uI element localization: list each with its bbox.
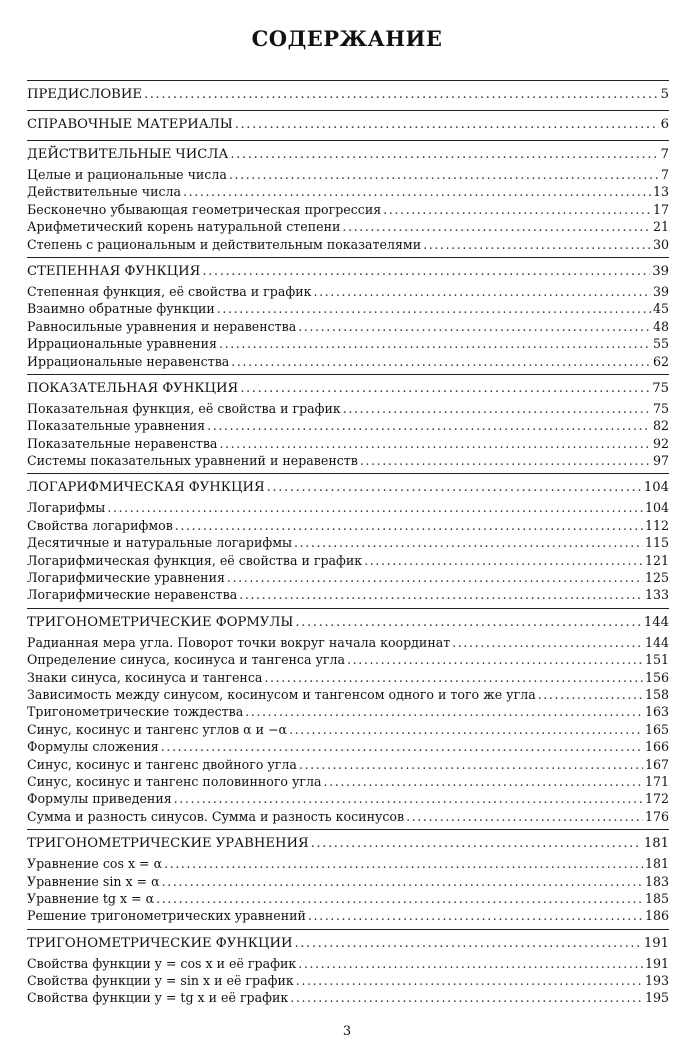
entry-page: 39 <box>652 283 669 299</box>
entry-page: 62 <box>652 353 669 369</box>
section-title: СПРАВОЧНЫЕ МАТЕРИАЛЫ <box>27 117 233 132</box>
leader-dots <box>231 353 651 370</box>
entry-title: Свойства функции y = sin x и её график <box>27 973 294 989</box>
entry-title: Взаимно обратные функции <box>27 301 215 317</box>
toc-section <box>27 110 669 140</box>
entry-title: Свойства функции y = cos x и её график <box>27 955 297 971</box>
entry-page: 133 <box>644 587 669 603</box>
entry-title: Радианная мера угла. Поворот точки вокруг начала координат <box>27 634 451 650</box>
entry-title: Показательные неравенства <box>27 435 218 451</box>
entry-title: Решение тригонометрических уравнений <box>27 908 306 924</box>
entry-page: 21 <box>652 219 669 235</box>
entry-title: Показательная функция, её свойства и график <box>27 400 341 416</box>
leader-dots <box>239 586 643 603</box>
toc-entry[interactable] <box>27 586 669 603</box>
toc-section <box>27 829 669 929</box>
leader-dots <box>164 855 643 872</box>
entry-title: Арифметический корень натуральной степени <box>27 219 341 235</box>
entry-page: 191 <box>644 955 669 971</box>
toc-entry[interactable] <box>27 353 669 370</box>
leader-dots <box>207 417 651 434</box>
entry-page: 167 <box>644 756 669 772</box>
toc-section <box>27 140 669 257</box>
leader-dots <box>144 84 659 106</box>
section-page: 7 <box>660 147 669 162</box>
leader-dots <box>245 703 643 720</box>
entry-page: 104 <box>644 500 669 516</box>
entry-page: 186 <box>644 908 669 924</box>
toc-entry[interactable] <box>27 773 669 790</box>
entry-title: Степенная функция, её свойства и график <box>27 283 312 299</box>
table-of-contents <box>27 80 669 1011</box>
leader-dots <box>202 261 650 283</box>
leader-dots <box>324 773 643 790</box>
entry-title: Формулы сложения <box>27 739 159 755</box>
entry-page: 112 <box>644 517 669 533</box>
leader-dots <box>183 183 651 200</box>
leader-dots <box>230 144 658 166</box>
leader-dots <box>298 318 651 335</box>
leader-dots <box>219 435 651 452</box>
entry-page: 166 <box>644 739 669 755</box>
toc-entry[interactable] <box>27 651 669 668</box>
toc-entry[interactable] <box>27 218 669 235</box>
leader-dots <box>219 335 651 352</box>
toc-entry[interactable] <box>27 283 669 300</box>
leader-dots <box>227 569 643 586</box>
toc-entry[interactable] <box>27 300 669 317</box>
toc-section-heading[interactable] <box>27 81 669 106</box>
entry-page: 115 <box>644 535 669 551</box>
entry-page: 163 <box>644 704 669 720</box>
page-title: СОДЕРЖАНИЕ <box>251 26 443 51</box>
entry-page: 48 <box>652 318 669 334</box>
entry-title: Системы показательных уравнений и неравенств <box>27 453 358 469</box>
section-page: 5 <box>660 87 669 102</box>
section-title: ЛОГАРИФМИЧЕСКАЯ ФУНКЦИЯ <box>27 480 265 496</box>
entry-title: Формулы приведения <box>27 791 172 807</box>
entry-title: Свойства функции y = tg x и её график <box>27 990 289 1006</box>
toc-section-heading[interactable] <box>27 609 669 634</box>
entry-page: 144 <box>644 634 669 650</box>
leader-dots <box>342 218 651 235</box>
entry-title: Тригонометрические тождества <box>27 704 244 720</box>
entry-title: Иррациональные уравнения <box>27 336 217 352</box>
section-title: ТРИГОНОМЕТРИЧЕСКИЕ УРАВНЕНИЯ <box>27 836 309 852</box>
entry-title: Целые и рациональные числа <box>27 167 227 182</box>
leader-dots <box>360 452 651 469</box>
leader-dots <box>217 300 651 317</box>
section-page: 144 <box>643 614 669 630</box>
section-title: ДЕЙСТВИТЕЛЬНЫЕ ЧИСЛА <box>27 147 229 162</box>
toc-entry[interactable] <box>27 721 669 738</box>
entry-title: Уравнение sin x = α <box>27 873 160 889</box>
entry-title: Уравнение cos x = α <box>27 856 163 872</box>
leader-dots <box>161 738 643 755</box>
toc-entry[interactable] <box>27 400 669 417</box>
entry-page: 195 <box>644 990 669 1006</box>
toc-entry[interactable] <box>27 686 669 703</box>
entry-page: 193 <box>644 973 669 989</box>
leader-dots <box>235 114 659 136</box>
toc-section-heading[interactable] <box>27 375 669 400</box>
entry-page: 165 <box>644 721 669 737</box>
entry-page: 55 <box>652 336 669 352</box>
toc-entry[interactable] <box>27 318 669 335</box>
toc-entry[interactable] <box>27 517 669 534</box>
entry-title: Свойства логарифмов <box>27 517 173 533</box>
section-page: 39 <box>652 263 669 279</box>
section-title: ТРИГОНОМЕТРИЧЕСКИЕ ФОРМУЛЫ <box>27 614 294 630</box>
toc-entry[interactable] <box>27 166 669 183</box>
toc-entry[interactable] <box>27 738 669 755</box>
entry-page: 172 <box>644 791 669 807</box>
toc-entry[interactable] <box>27 907 669 924</box>
leader-dots <box>308 907 643 924</box>
entry-page: 13 <box>652 184 669 200</box>
toc-section-heading[interactable] <box>27 111 669 136</box>
entry-page: 45 <box>652 301 669 317</box>
entry-page: 125 <box>644 570 669 586</box>
entry-title: Логарифмические уравнения <box>27 570 225 586</box>
leader-dots <box>538 686 643 703</box>
entry-page: 158 <box>644 686 669 702</box>
leader-dots <box>296 972 643 989</box>
leader-dots <box>162 873 643 890</box>
entry-page: 30 <box>652 236 669 252</box>
toc-section-heading[interactable] <box>27 474 669 499</box>
entry-title: Синус, косинус и тангенс половинного угла <box>27 773 322 789</box>
toc-entry[interactable] <box>27 955 669 972</box>
leader-dots <box>423 236 651 253</box>
entry-title: Бесконечно убывающая геометрическая прогрессия <box>27 201 382 217</box>
toc-entry[interactable] <box>27 634 669 651</box>
toc-entry[interactable] <box>27 417 669 434</box>
toc-entry[interactable] <box>27 790 669 807</box>
toc-entry[interactable] <box>27 236 669 253</box>
entry-page: 151 <box>644 652 669 668</box>
entry-title: Степень с рациональным и действительным показателями <box>27 236 422 252</box>
section-page: 104 <box>643 480 669 496</box>
leader-dots <box>406 808 643 825</box>
leader-dots <box>294 534 643 551</box>
entry-title: Синус, косинус и тангенс двойного угла <box>27 756 297 772</box>
entry-title: Действительные числа <box>27 184 182 200</box>
leader-dots <box>343 400 651 417</box>
section-title: ПРЕДИСЛОВИЕ <box>27 87 142 102</box>
leader-dots <box>299 756 643 773</box>
entry-page: 17 <box>652 201 669 217</box>
toc-section-heading[interactable] <box>27 258 669 283</box>
toc-section-heading[interactable] <box>27 830 669 855</box>
page-number: 3 <box>342 1024 352 1039</box>
entry-title: Уравнение tg x = α <box>27 890 155 906</box>
leader-dots <box>311 833 642 855</box>
entry-page: 181 <box>644 856 669 872</box>
toc-entry[interactable] <box>27 569 669 586</box>
leader-dots <box>290 989 643 1006</box>
toc-entry[interactable] <box>27 452 669 469</box>
toc-entry[interactable] <box>27 201 669 218</box>
section-title: СТЕПЕННАЯ ФУНКЦИЯ <box>27 263 201 279</box>
leader-dots <box>174 790 643 807</box>
toc-section <box>27 257 669 374</box>
leader-dots <box>347 651 643 668</box>
leader-dots <box>229 166 659 183</box>
entry-page: 176 <box>644 808 669 824</box>
leader-dots <box>240 378 650 400</box>
toc-entry[interactable] <box>27 669 669 686</box>
leader-dots <box>289 721 643 738</box>
toc-entry[interactable] <box>27 890 669 907</box>
leader-dots <box>267 477 642 499</box>
leader-dots <box>364 552 643 569</box>
entry-page: 183 <box>644 873 669 889</box>
entry-title: Иррациональные неравенства <box>27 353 230 369</box>
toc-entry[interactable] <box>27 989 669 1006</box>
toc-entry[interactable] <box>27 756 669 773</box>
leader-dots <box>313 283 651 300</box>
toc-entry[interactable] <box>27 499 669 516</box>
entry-page: 97 <box>652 453 669 469</box>
entry-title: Сумма и разность синусов. Сумма и разность косинусов <box>27 808 405 824</box>
toc-entry[interactable] <box>27 703 669 720</box>
toc-entry[interactable] <box>27 183 669 200</box>
toc-section <box>27 929 669 1011</box>
entry-title: Определение синуса, косинуса и тангенса угла <box>27 652 346 668</box>
section-page: 181 <box>643 836 669 852</box>
entry-page: 171 <box>644 773 669 789</box>
toc-section <box>27 374 669 474</box>
section-page: 6 <box>660 117 669 132</box>
leader-dots <box>295 612 641 634</box>
section-page: 75 <box>652 380 669 396</box>
entry-page: 92 <box>652 435 669 451</box>
entry-title: Синус, косинус и тангенс углов α и −α <box>27 721 288 737</box>
section-title: ТРИГОНОМЕТРИЧЕСКИЕ ФУНКЦИИ <box>27 935 293 951</box>
toc-entry[interactable] <box>27 435 669 452</box>
entry-title: Показательные уравнения <box>27 418 206 434</box>
section-title: ПОКАЗАТЕЛЬНАЯ ФУНКЦИЯ <box>27 380 239 396</box>
toc-entry[interactable] <box>27 855 669 872</box>
entry-title: Знаки синуса, косинуса и тангенса <box>27 669 263 685</box>
entry-page: 185 <box>644 890 669 906</box>
entry-title: Логарифмы <box>27 500 106 516</box>
section-page: 191 <box>643 935 669 951</box>
entry-page: 7 <box>660 167 669 182</box>
entry-page: 82 <box>652 418 669 434</box>
leader-dots <box>264 669 643 686</box>
toc-section-heading[interactable] <box>27 930 669 955</box>
leader-dots <box>107 499 643 516</box>
leader-dots <box>294 933 641 955</box>
toc-entry[interactable] <box>27 873 669 890</box>
leader-dots <box>452 634 643 651</box>
entry-title: Зависимость между синусом, косинусом и тангенсом одного и того же угла <box>27 686 536 702</box>
leader-dots <box>156 890 643 907</box>
toc-entry[interactable] <box>27 808 669 825</box>
toc-section-heading[interactable] <box>27 141 669 166</box>
leader-dots <box>383 201 651 218</box>
entry-page: 156 <box>644 669 669 685</box>
toc-entry[interactable] <box>27 534 669 551</box>
entry-title: Логарифмические неравенства <box>27 587 238 603</box>
toc-entry[interactable] <box>27 335 669 352</box>
toc-entry[interactable] <box>27 972 669 989</box>
entry-title: Десятичные и натуральные логарифмы <box>27 535 293 551</box>
entry-title: Равносильные уравнения и неравенства <box>27 318 297 334</box>
entry-page: 75 <box>652 400 669 416</box>
entry-title: Логарифмическая функция, её свойства и график <box>27 552 363 568</box>
toc-section <box>27 80 669 110</box>
toc-section <box>27 608 669 829</box>
leader-dots <box>175 517 643 534</box>
toc-entry[interactable] <box>27 552 669 569</box>
toc-section <box>27 473 669 607</box>
leader-dots <box>298 955 643 972</box>
entry-page: 121 <box>644 552 669 568</box>
